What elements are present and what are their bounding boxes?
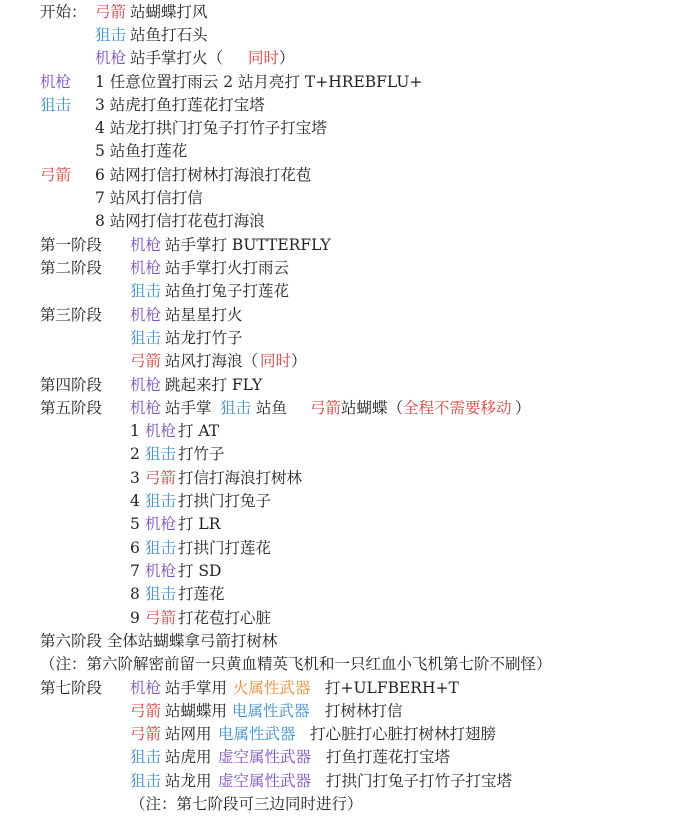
- stage-5-step-8-segment-3: 打莲花: [178, 585, 225, 603]
- stage-4-line-1-segment-2: 机枪: [130, 376, 162, 394]
- stage-5-step-5-segment-1: 5: [130, 515, 145, 533]
- stage-5-line-1-segment-9: ）: [515, 399, 531, 417]
- stage-6-line-1-segment-1: 第六阶段 全体站蝴蝶拿弓箭打树林: [40, 632, 278, 650]
- stage-5-step-5-segment-3: 打 LR: [178, 515, 221, 533]
- stage-2-line-1-segment-2: 机枪: [130, 259, 162, 277]
- stage-5-step-8-segment-1: 8: [130, 585, 145, 603]
- stage-5-step-3-segment-3: 打信打海浪打树林: [178, 469, 303, 487]
- stage-5-step-3-segment-2: 弓箭: [145, 469, 177, 487]
- start-line-2-segment-2: 站鱼打石头: [130, 26, 208, 44]
- stage-7-line-5-segment-3: 虚空属性武器: [218, 772, 312, 790]
- stage-5-step-4-segment-1: 4: [130, 492, 145, 510]
- stage-5-step-7-segment-2: 机枪: [145, 562, 177, 580]
- stage-5-step-4-segment-2: 狙击: [145, 492, 177, 510]
- stage-4-line-1-segment-3: 跳起来打 FLY: [165, 376, 263, 394]
- stage-5-step-6-segment-1: 6: [130, 539, 145, 557]
- stage-3-line-2-segment-1: 狙击: [130, 329, 162, 347]
- start-line-3-segment-1: 机枪: [95, 49, 127, 67]
- route-line-5-segment-1: 弓箭: [40, 166, 72, 184]
- route-line-2-segment-1: 狙击: [40, 96, 72, 114]
- stage-5-step-1-segment-3: 打 AT: [178, 422, 220, 440]
- start-line-3-segment-2: 站手掌打火（: [130, 49, 224, 67]
- stage-5-step-2-segment-2: 狙击: [145, 445, 177, 463]
- stage-7-line-2-segment-4: 打树林打信: [325, 702, 403, 720]
- stage-7-line-2-segment-1: 弓箭: [130, 702, 162, 720]
- start-line-1-segment-3: 站蝴蝶打风: [130, 3, 208, 21]
- stage-7-line-1-segment-4: 火属性武器: [233, 679, 311, 697]
- stage-5-step-2-segment-1: 2: [130, 445, 145, 463]
- stage-1-line-1-segment-1: 第一阶段: [40, 236, 103, 254]
- stage-7-line-2-segment-3: 电属性武器: [232, 702, 310, 720]
- stage-7-line-4-segment-4: 打鱼打莲花打宝塔: [326, 748, 451, 766]
- stage-5-line-1-segment-2: 机枪: [130, 399, 162, 417]
- stage-5-line-1-segment-1: 第五阶段: [40, 399, 103, 417]
- stage-5-step-4-segment-3: 打拱门打兔子: [178, 492, 272, 510]
- stage-5-line-1-segment-4: 狙击: [220, 399, 252, 417]
- stage-3-line-3-segment-1: 弓箭: [130, 352, 162, 370]
- stage-7-line-1-segment-1: 第七阶段: [40, 679, 103, 697]
- stage-5-step-7-segment-1: 7: [130, 562, 145, 580]
- stage-7-line-1-segment-3: 站手掌用: [165, 679, 228, 697]
- stage-1-line-1-segment-2: 机枪: [130, 236, 162, 254]
- stage-7-line-3-segment-2: 站网用: [165, 725, 212, 743]
- stage-5-step-5-segment-2: 机枪: [145, 515, 177, 533]
- stage-6-note-segment-1: （注：第六阶解密前留一只黄血精英飞机和一只红血小飞机第七阶不刷怪）: [40, 655, 552, 673]
- stage-5-line-1-segment-8: 全程不需要移动: [403, 399, 512, 417]
- stage-5-step-9-segment-2: 弓箭: [145, 609, 177, 627]
- route-line-7-segment-1: 8 站网打信打花苞打海浪: [95, 212, 265, 230]
- stage-7-line-1-segment-2: 机枪: [130, 679, 162, 697]
- start-line-3-segment-4: ）: [279, 49, 295, 67]
- stage-7-line-1-segment-5: 打+ULFBERH+T: [325, 679, 459, 697]
- stage-2-line-2-segment-1: 狙击: [130, 282, 162, 300]
- stage-3-line-2-segment-2: 站龙打竹子: [165, 329, 243, 347]
- stage-5-line-1-segment-6: 弓箭: [310, 399, 342, 417]
- stage-2-line-1-segment-3: 站手掌打火打雨云: [165, 259, 290, 277]
- stage-7-line-4-segment-1: 狙击: [130, 748, 162, 766]
- start-line-2-segment-1: 狙击: [95, 26, 127, 44]
- stage-5-line-1-segment-3: 站手掌: [165, 399, 212, 417]
- stage-3-line-1-segment-1: 第三阶段: [40, 306, 103, 324]
- stage-4-line-1-segment-1: 第四阶段: [40, 376, 103, 394]
- stage-7-line-4-segment-3: 虚空属性武器: [218, 748, 312, 766]
- stage-5-step-6-segment-3: 打拱门打莲花: [178, 539, 272, 557]
- stage-2-line-2-segment-2: 站鱼打兔子打莲花: [165, 282, 290, 300]
- stage-7-line-2-segment-2: 站蝴蝶用: [165, 702, 228, 720]
- stage-3-line-3-segment-4: ）: [291, 352, 307, 370]
- stage-3-line-1-segment-3: 站星星打火: [165, 306, 243, 324]
- route-line-3-segment-1: 4 站龙打拱门打兔子打竹子打宝塔: [95, 119, 327, 137]
- stage-7-note-segment-1: （注：第七阶段可三边同时进行）: [130, 795, 363, 813]
- route-line-4-segment-1: 5 站鱼打莲花: [95, 142, 188, 160]
- stage-7-line-3-segment-4: 打心脏打心脏打树林打翅膀: [310, 725, 497, 743]
- stage-3-line-3-segment-3: 同时: [260, 352, 292, 370]
- stage-5-step-1-segment-2: 机枪: [145, 422, 177, 440]
- stage-7-line-3-segment-3: 电属性武器: [218, 725, 296, 743]
- stage-5-step-8-segment-2: 狙击: [145, 585, 177, 603]
- stage-7-line-5-segment-2: 站龙用: [165, 772, 212, 790]
- stage-5-line-1-segment-5: 站鱼: [256, 399, 288, 417]
- start-line-1-segment-1: 开始：: [40, 3, 87, 21]
- stage-5-step-2-segment-3: 打竹子: [178, 445, 225, 463]
- stage-7-line-5-segment-4: 打拱门打兔子打竹子打宝塔: [326, 772, 513, 790]
- start-line-3-segment-3: 同时: [248, 49, 280, 67]
- route-line-6-segment-1: 7 站风打信打信: [95, 189, 203, 207]
- start-line-1-segment-2: 弓箭: [95, 3, 127, 21]
- stage-2-line-1-segment-1: 第二阶段: [40, 259, 103, 277]
- stage-5-step-6-segment-2: 狙击: [145, 539, 177, 557]
- stage-5-step-7-segment-3: 打 SD: [178, 562, 222, 580]
- stage-3-line-1-segment-2: 机枪: [130, 306, 162, 324]
- stage-7-line-4-segment-2: 站虎用: [165, 748, 212, 766]
- stage-3-line-3-segment-2: 站风打海浪（: [165, 352, 259, 370]
- stage-5-line-1-segment-7: 站蝴蝶（: [341, 399, 404, 417]
- route-line-1-segment-2: 1 任意位置打雨云 2 站月亮打 T+HREBFLU+: [95, 73, 423, 91]
- stage-1-line-1-segment-3: 站手掌打 BUTTERFLY: [165, 236, 331, 254]
- stage-5-step-3-segment-1: 3: [130, 469, 145, 487]
- stage-7-line-5-segment-1: 狙击: [130, 772, 162, 790]
- route-line-2-segment-2: 3 站虎打鱼打莲花打宝塔: [95, 96, 265, 114]
- stage-5-step-1-segment-1: 1: [130, 422, 145, 440]
- stage-5-step-9-segment-1: 9: [130, 609, 145, 627]
- route-line-5-segment-2: 6 站网打信打树林打海浪打花苞: [95, 166, 312, 184]
- stage-7-line-3-segment-1: 弓箭: [130, 725, 162, 743]
- stage-5-step-9-segment-3: 打花苞打心脏: [178, 609, 272, 627]
- route-line-1-segment-1: 机枪: [40, 73, 72, 91]
